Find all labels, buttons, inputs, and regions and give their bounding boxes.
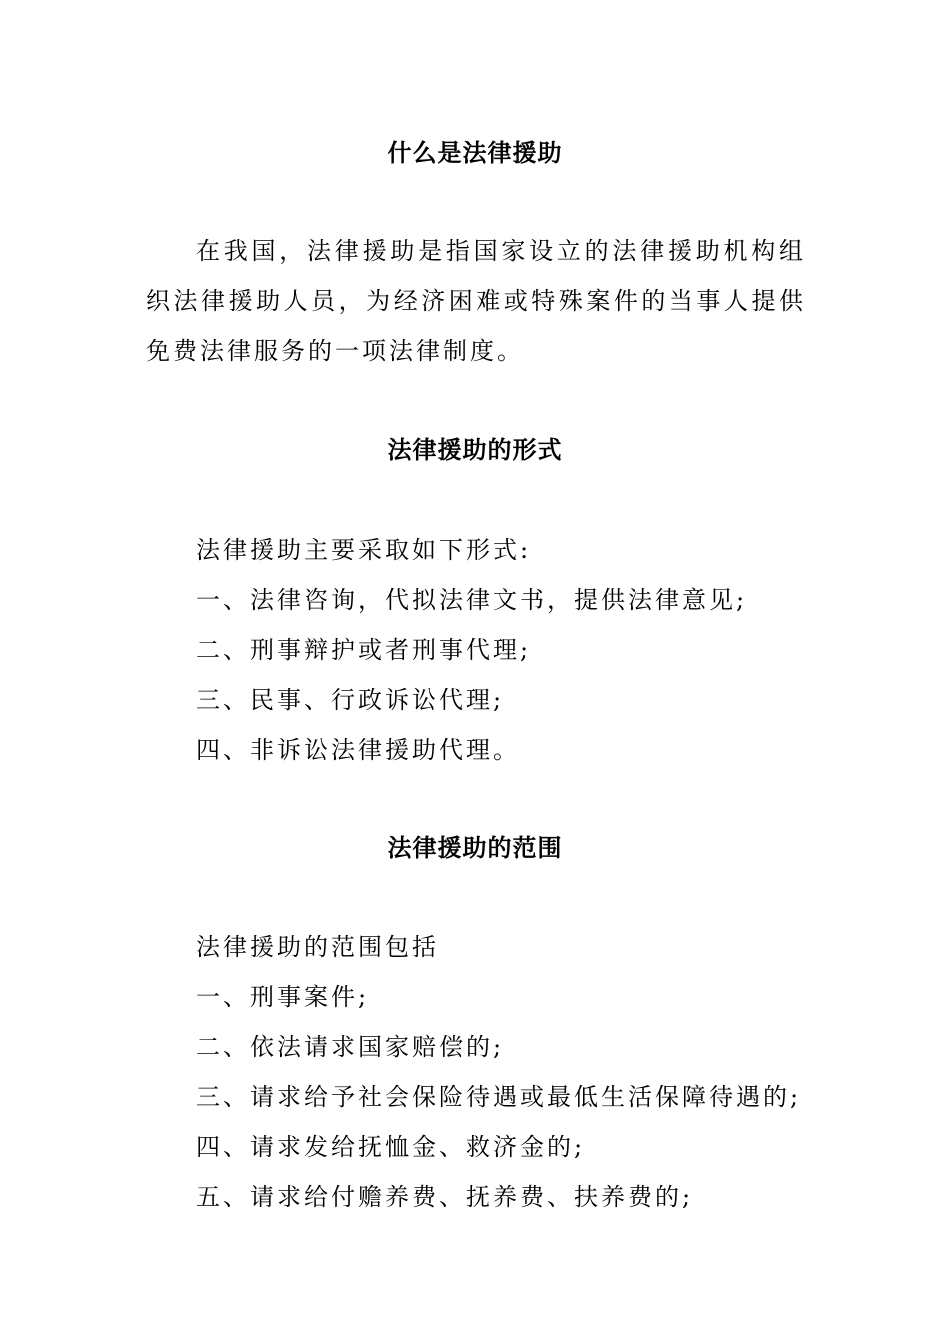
scope-item-5: 五、请求给付赡养费、抚养费、扶养费的;	[196, 1183, 694, 1211]
scope-item-2: 二、依法请求国家赔偿的;	[196, 1033, 505, 1061]
definition-paragraph: 在我国，法律援助是指国家设立的法律援助机构组织法律援助人员，为经济困难或特殊案件的当事人提供免费法律服务的一项法律制度。	[146, 237, 806, 365]
scope-item-3: 三、请求给予社会保险待遇或最低生活保障待遇的;	[196, 1083, 802, 1111]
forms-item-1: 一、法律咨询，代拟法律文书，提供法律意见;	[196, 586, 748, 614]
section-heading-forms: 法律援助的形式	[387, 435, 563, 464]
forms-item-4: 四、非诉讼法律援助代理。	[196, 736, 520, 764]
scope-item-4: 四、请求发给抚恤金、救济金的;	[196, 1133, 586, 1161]
scope-item-1: 一、刑事案件;	[196, 983, 370, 1011]
forms-item-2: 二、刑事辩护或者刑事代理;	[196, 636, 532, 664]
scope-intro: 法律援助的范围包括	[196, 933, 439, 961]
section-heading-what-is-legal-aid: 什么是法律援助	[387, 138, 563, 167]
section-heading-scope: 法律援助的范围	[387, 833, 563, 862]
forms-intro: 法律援助主要采取如下形式:	[196, 536, 532, 564]
forms-item-3: 三、民事、行政诉讼代理;	[196, 686, 505, 714]
